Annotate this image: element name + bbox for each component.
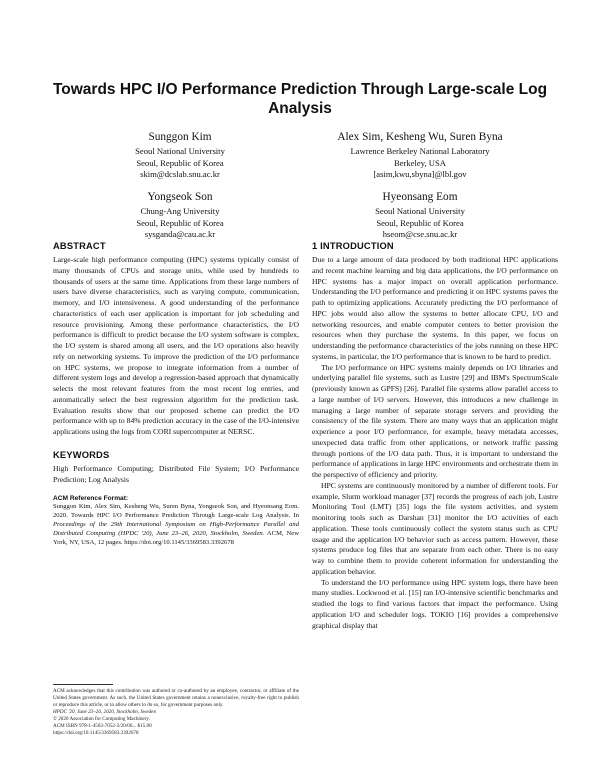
footnote-doi: https://doi.org/10.1145/3369583.3392678 bbox=[53, 730, 139, 737]
author-email: sysganda@cau.ac.kr bbox=[144, 229, 216, 240]
author-location: Berkeley, USA bbox=[394, 157, 446, 168]
author-name: Yongseok Son bbox=[147, 191, 213, 203]
right-column bbox=[312, 240, 558, 631]
intro-paragraph: HPC systems are continuously monitored by a number of different tools. For example, Slurm workload manager [37] records the progress of each job, Lustre Monitoring Tool (LMT) [35] logs the file system activities, and system monitoring tools such as Darshan [31] monitor the I/O activities of each application. These tools continuously collect the system status such as CPU usage and the application I/O behavior such as access pattern. However, these systems produce log files that are separate from each other. There is no easy way to combine them to provide coherent information for understanding the application behavior. bbox=[312, 480, 558, 576]
acm-reference-heading: ACM Reference Format: bbox=[53, 495, 129, 503]
paper-title: Towards HPC I/O Performance Prediction Through Large-scale Log Analysis bbox=[52, 81, 548, 117]
author-name: Hyeonsang Eom bbox=[382, 191, 458, 203]
author-email: [asim,kwu,sbyna]@lbl.gov bbox=[373, 169, 467, 180]
author-location: Seoul, Republic of Korea bbox=[136, 217, 224, 228]
footnote-divider bbox=[53, 684, 113, 685]
author-block-2 bbox=[300, 130, 540, 181]
author-email: hseom@cse.snu.ac.kr bbox=[382, 229, 458, 240]
author-name: Alex Sim, Kesheng Wu, Suren Byna bbox=[337, 131, 503, 143]
acm-reference-venue: Proceedings of the 29th International Symposium on High-Performance Parallel and Distributed Computing (HPDC '20), June 23–26, 2020, Stockholm, Sweden. bbox=[53, 521, 299, 538]
author-location: Seoul, Republic of Korea bbox=[376, 217, 464, 228]
keywords-heading: KEYWORDS bbox=[53, 449, 110, 460]
author-name: Sunggon Kim bbox=[148, 131, 212, 143]
abstract-heading: ABSTRACT bbox=[53, 241, 106, 251]
author-email: skim@dcslab.snu.ac.kr bbox=[140, 169, 220, 180]
author-location: Seoul, Republic of Korea bbox=[136, 157, 224, 168]
left-column bbox=[53, 240, 299, 548]
keywords-text: High Performance Computing; Distributed File System; I/O Performance Prediction; Log Analysis bbox=[53, 463, 299, 484]
author-affiliation: Lawrence Berkeley National Laboratory bbox=[350, 146, 490, 156]
introduction-heading: 1 INTRODUCTION bbox=[312, 241, 394, 251]
intro-paragraph: Due to a large amount of data produced by both traditional HPC applications and recent machine learning and big data applications, the I/O performance on HPC systems has a major impact on overall application performance. Understanding the I/O performance and predicting it on HPC systems paves the path to optimizing applications. Accurately predicting the I/O performance of HPC jobs would also allow the systems to better allocate CPU, I/O and networking resources, and enable computer centers to better provision the resources when they purchase the systems. In this paper, we focus on understanding the performance characteristics of the jobs running on these HPC systems, in particular, the I/O performance that is known to be hard to predict. bbox=[312, 255, 558, 361]
author-block-3 bbox=[60, 190, 300, 241]
footnote-conference: HPDC '20, June 23–26, 2020, Stockholm, Sweden bbox=[53, 709, 157, 716]
author-block-4 bbox=[300, 190, 540, 241]
footnote-notice: ACM acknowledges that this contribution was authored or co-authored by an employee, contractor, or affiliate of the United States government. As such, the United States government retains a nonexclusive, royalty-free right to publish or reproduce this article, or to allow others to do so, for government purposes only. bbox=[53, 688, 299, 709]
author-affiliation: Chung-Ang University bbox=[140, 206, 220, 216]
abstract-text: Large-scale high performance computing (HPC) systems typically consist of many thousands of CPUs and storage units, while used by hundreds to thousands of users at the same time. Applications from these large numbers of users have diverse characteristics, such as varying compute, communication, memory, and I/O intensiveness. A good understanding of the performance characteristics of each user application is important for job scheduling and resource provisioning. Among these performance characteristics, the I/O performance is difficult to predict because the I/O system software is complex, the I/O system is shared among all users, and the I/O operations also heavily rely on networking systems. To improve the prediction of the I/O performance on HPC systems, we propose to integrate information from a number of different system logs and develop a regression-based approach that dynamically selects the most relevant features from the most recent log entries, and automatically select the best regression algorithm for the prediction task. Evaluation results show that our proposed scheme can predict the I/O performance with up to 84% prediction accuracy in the case of the I/O-intensive applications using the logs from CORI supercomputer at NERSC. bbox=[53, 255, 299, 436]
intro-paragraph: To understand the I/O performance using HPC system logs, there have been many studies. Lockwood et al. [15] ran I/O-intensive scientific benchmarks and studied the logs to find various factors that impact the performance. Using application I/O and scheduler logs. TOKIO [16] provides a comprehensive graphical display that bbox=[312, 577, 558, 630]
author-affiliation: Seoul National University bbox=[375, 206, 465, 216]
footnote-isbn: ACM ISBN 978-1-4503-7052-3/20/06... $15.00 bbox=[53, 723, 152, 730]
author-block-1 bbox=[60, 130, 300, 181]
acm-reference-authors: Sunggon Kim, Alex Sim, Kesheng Wu, Suren Byna, Yongseok Son, and Hyeonsang Eom. 2020. Towards HPC I/O Performance Prediction Through Large-scale Log Analysis. In bbox=[53, 503, 299, 520]
acm-reference-tail: ACM, New York, NY, USA, 12 pages. https://doi.org/10.1145/3369583.3392678 bbox=[53, 530, 299, 547]
footnote bbox=[53, 688, 299, 737]
author-affiliation: Seoul National University bbox=[135, 146, 225, 156]
footnote-copyright: © 2020 Association for Computing Machinery. bbox=[53, 716, 150, 723]
acm-reference-text bbox=[53, 503, 299, 548]
intro-paragraph: The I/O performance on HPC systems mainly depends on I/O libraries and underlying parallel file systems, such as Lustre [29] and IBM's SpectrumScale (previously known as GPFS) [26]. Parallel file systems allow parallel access to a large number of I/O servers. However, this introduces a new challenge in managing a large number of separate storage servers and providing the consistency of the file system. There are many ways that an application might experience a poor I/O performance, for example, heavy metadata accesses, unexpected data traffic from other applications, or network traffic passing through portions of the I/O data path. Thus, it is important to understand the performance of applications in large HPC environments and orchestrate them in the perspective of efficiency and priority. bbox=[312, 362, 558, 479]
